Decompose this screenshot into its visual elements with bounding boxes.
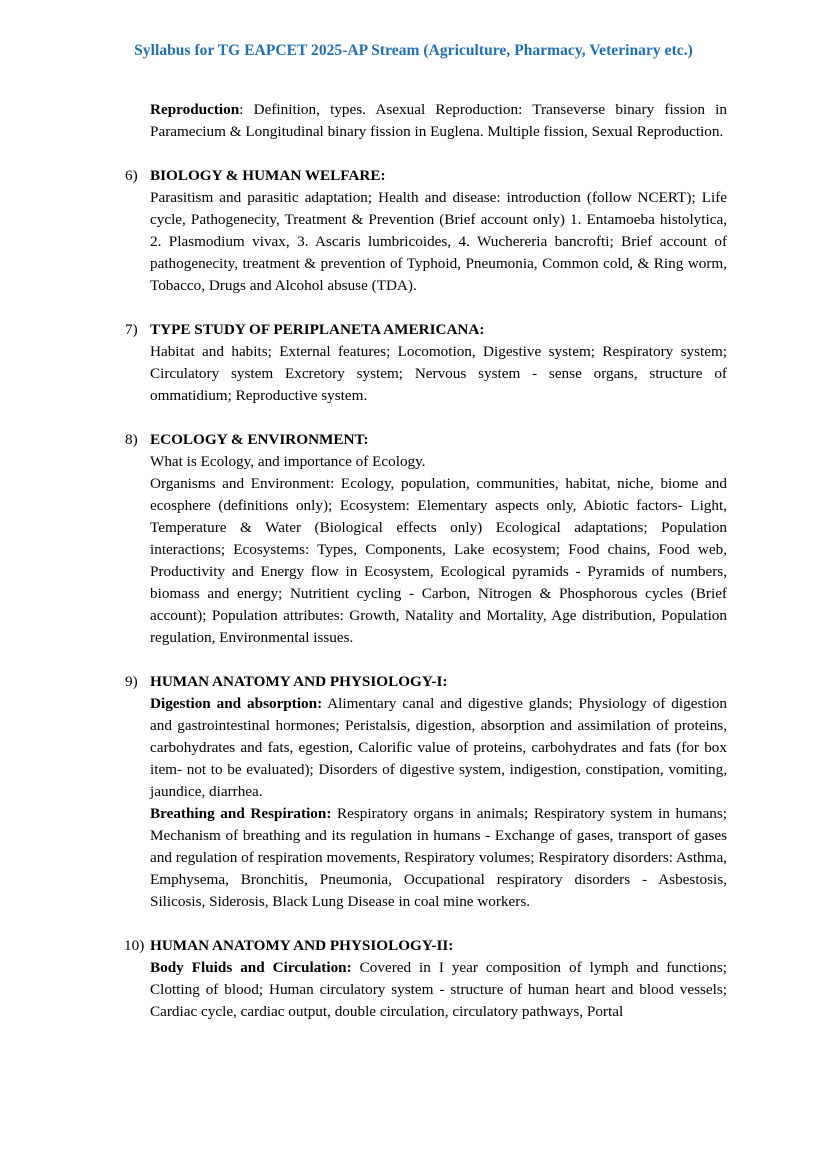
subsection-breathing [150, 803, 727, 913]
section-paragraph: What is Ecology, and importance of Ecology. [150, 453, 426, 470]
section-title: HUMAN ANATOMY AND PHYSIOLOGY-II: [150, 937, 454, 954]
section-number: 10) [124, 937, 145, 954]
section-title: HUMAN ANATOMY AND PHYSIOLOGY-I: [150, 673, 448, 690]
section-biology-human-welfare [125, 165, 727, 297]
section-periplaneta-americana [125, 319, 727, 407]
section-human-anatomy-physiology-1 [125, 671, 727, 913]
page-header-title: Syllabus for TG EAPCET 2025-AP Stream (Agriculture, Pharmacy, Veterinary etc.) [134, 42, 693, 59]
section-number: 8) [125, 431, 138, 448]
section-paragraph: Organisms and Environment: Ecology, population, communities, habitat, niche, biome and ecosphere (definitions only); Ecosystem: Elementary aspects only, Abiotic factors- Light, Temperature & Water (Biological effects only) Ecological adaptations; Population interactions; Ecosystems: Types, Components, Lake ecosystem; Food chains, Food web, Productivity and Energy flow in Ecosystem, Ecological pyramids - Pyramids of numbers, biomass and energy; Nutritient cycling - Carbon, Nitrogen & Phosphorous cycles (Brief account); Population attributes: Growth, Natality and Mortality, Age distribution, Population regulation, Environmental issues. [150, 475, 727, 646]
subsection-label: Body Fluids and Circulation: [150, 959, 352, 976]
section-title: TYPE STUDY OF PERIPLANETA AMERICANA: [150, 321, 485, 338]
subsection-text: Respiratory organs in animals; Respiratory system in humans; Mechanism of breathing and its regulation in humans - Exchange of gases, transport of gases and regulation of respiration movements, Respiratory volumes; Respiratory disorders: Asthma, Emphysema, Bronchitis, Pneumonia, Occupational respiratory disorders - Asbestosis, Silicosis, Siderosis, Black Lung Disease in coal mine workers. [150, 805, 727, 910]
section-title: BIOLOGY & HUMAN WELFARE: [150, 167, 386, 184]
subsection-body-fluids [150, 957, 727, 1023]
intro-label: Reproduction [150, 101, 240, 118]
section-ecology-environment [125, 429, 727, 649]
section-number: 7) [125, 321, 138, 338]
section-title: ECOLOGY & ENVIRONMENT: [150, 431, 369, 448]
subsection-label: Digestion and absorption: [150, 695, 323, 712]
subsection-text: Covered in I year composition of lymph and functions; Clotting of blood; Human circulatory system - structure of human heart and blood vessels; Cardiac cycle, cardiac output, double circulation, circulatory pathways, Portal [150, 959, 727, 1020]
section-paragraph: Habitat and habits; External features; Locomotion, Digestive system; Respiratory system; Circulatory system Excretory system; Nervous system - sense organs, structure of ommatidium; Reproductive system. [150, 343, 727, 404]
subsection-digestion [150, 693, 727, 803]
section-paragraph: Parasitism and parasitic adaptation; Health and disease: introduction (follow NCERT); Life cycle, Pathogenecity, Treatment & Prevention (Brief account only) 1. Entamoeba histolytica, 2. Plasmodium vivax, 3. Ascaris lumbricoides, 4. Wuchereria bancrofti; Brief account of pathogenecity, treatment & prevention of Typhoid, Pneumonia, Common cold, & Ring worm, Tobacco, Drugs and Alcohol absuse (TDA). [150, 189, 727, 294]
subsection-label: Breathing and Respiration: [150, 805, 332, 822]
subsection-text: Alimentary canal and digestive glands; Physiology of digestion and gastrointestinal hormones; Peristalsis, digestion, absorption and assimilation of proteins, carbohydrates and fats, egestion, Calorific value of proteins, carbohydrates and fats (for box item- not to be evaluated); Disorders of digestive system, indigestion, constipation, vomiting, jaundice, diarrhea. [150, 695, 727, 800]
intro-paragraph [150, 99, 727, 143]
section-human-anatomy-physiology-2 [124, 935, 727, 1023]
intro-text: : Definition, types. Asexual Reproduction: Transeverse binary fission in Paramecium & Longitudinal binary fission in Euglena. Multiple fission, Sexual Reproduction. [150, 101, 727, 140]
syllabus-content [124, 99, 727, 1023]
section-number: 9) [125, 673, 138, 690]
section-number: 6) [125, 167, 138, 184]
